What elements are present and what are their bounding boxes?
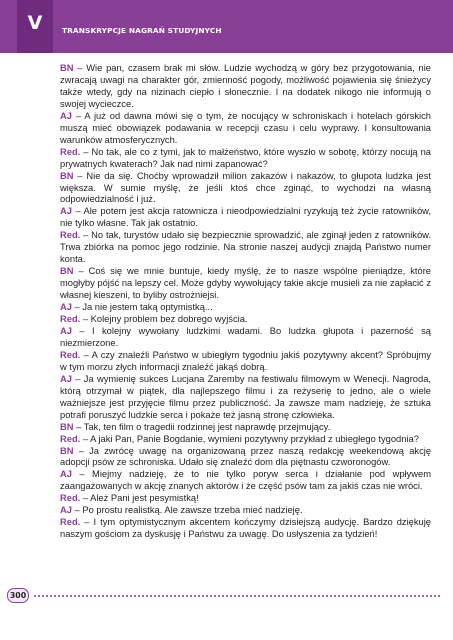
speaker-label: BN	[60, 266, 74, 277]
speaker-label: AJ	[60, 302, 72, 313]
speaker-text: Tak, ten film o tragedii rodzinnej jest naprawdę przejmujący.	[83, 421, 331, 432]
speaker-text: Ja nie jestem taką optymistką...	[82, 302, 213, 313]
speaker-label: AJ	[60, 110, 72, 121]
speaker-label: AJ	[60, 469, 72, 480]
transcript-paragraph: Red. – Ależ Pani jest pesymistką!	[60, 493, 199, 504]
transcript-paragraph: BN – Nie da się. Choćby wprowadził milion zakazów i nakazów, to głupota ludzka jest większa. W sumie myślę, że jeśli ktoś chce zginąć, to wychodzi na własną odpowiedzialność i już.	[60, 170, 432, 205]
speaker-text: Miejmy nadzieję, że to nie tylko poryw serca i działanie pod wpływem zaangażowanych w akcję znanych aktorów i że część psów tam za jakiś czas nie wróci.	[60, 469, 431, 492]
speaker-label: Red.	[60, 349, 81, 360]
speaker-text: No tak, ale co z tymi, jak to małżeństwo, które wyszło w sobotę, którzy nocują na prywatnych kwaterach? Jak nad nimi zapanować?	[60, 146, 431, 169]
transcript-paragraph: Red. – Kolejny problem bez dobrego wyjścia.	[60, 314, 248, 325]
transcript-paragraph: BN – Wie pan, czasem brak mi słów. Ludzie wychodzą w góry bez przygotowania, nie zwracają uwagi na charakter gór, zmienność pogody, możliwość pojawienia się śnieżycy także wtedy, gdy na nizinach ciepło i słonecznie. I na dodatek nikogo nie informują o swojej wycieczce.	[60, 63, 431, 109]
transcript-paragraph: Red. – No tak, ale co z tymi, jak to małżeństwo, które wyszło w sobotę, którzy nocują na prywatnych kwaterach? Jak nad nimi zapanować?	[60, 146, 431, 169]
running-header-title: TRANSKRYPCJE NAGRAŃ STUDYJNYCH	[62, 26, 222, 35]
speaker-text: A czy znaleźli Państwo w ubiegłym tygodniu jakiś pozytywny akcent? Spróbujmy w tym morzu złych informacji znaleźć jakąś dobrą.	[60, 349, 432, 372]
chapter-letter: V	[27, 12, 43, 34]
speaker-label: Red.	[60, 517, 81, 528]
transcript-paragraph: AJ – I kolejny wywołany ludzkimi wadami. Bo ludzka głupota i pazerność są niezmierzone.	[60, 325, 431, 348]
speaker-text: Kolejny problem bez dobrego wyjścia.	[90, 314, 248, 325]
speaker-text: I tym optymistycznym akcentem kończymy dzisiejszą audycję. Bardzo dziękuję naszym gościom za dyskusję i Państwu za uwagę. Do usłyszenia za tydzień!	[60, 517, 431, 540]
speaker-label: AJ	[60, 373, 72, 384]
transcript-paragraph: Red. – A jaki Pan, Panie Bogdanie, wymieni pozytywny przykład z ubiegłego tygodnia?	[60, 433, 419, 444]
footer-dotted-rule	[33, 595, 440, 597]
transcript-paragraph: AJ – A już od dawna mówi się o tym, że nocujący w schroniskach i hotelach górskich muszą mieć obowiązek podawania w recepcji czasu i celu wyprawy. I konsultowania warunków atmosferycznych.	[60, 110, 432, 145]
speaker-text: Ale potem jest akcja ratownicza i nieodpowiedzialni ryzykują też życie ratowników, nie tylko własne. Tak jak ostatnio.	[60, 206, 431, 229]
speaker-label: BN	[60, 421, 74, 432]
speaker-text: A jaki Pan, Panie Bogdanie, wymieni pozytywny przykład z ubiegłego tygodnia?	[90, 433, 419, 444]
speaker-label: Red.	[60, 146, 81, 157]
speaker-text: Ja zwrócę uwagę na organizowaną przez naszą redakcję weekendową akcję adopcji psów ze schroniska. Udało się znaleźć dom dla piętnastu czworonogów.	[60, 445, 432, 468]
speaker-text: Wie pan, czasem brak mi słów. Ludzie wychodzą w góry bez przygotowania, nie zwracają uwagi na charakter gór, zmienność pogody, możliwość pojawienia się śnieżycy także wtedy, gdy na nizinach ciepło i słonecznie. I na dodatek nikogo nie informują o swojej wycieczce.	[60, 63, 431, 109]
speaker-text: Po prostu realistką. Ale zawsze trzeba mieć nadzieję.	[82, 505, 303, 516]
speaker-label: BN	[60, 445, 74, 456]
transcript-paragraph: BN – Ja zwrócę uwagę na organizowaną przez naszą redakcję weekendową akcję adopcji psów ze schroniska. Udało się znaleźć dom dla piętnastu czworonogów.	[60, 445, 432, 468]
transcript-body	[60, 63, 431, 541]
speaker-label: AJ	[60, 505, 72, 516]
transcript-paragraph: AJ – Miejmy nadzieję, że to nie tylko poryw serca i działanie pod wpływem zaangażowanych w akcję znanych aktorów i że część psów tam za jakiś czas nie wróci.	[60, 469, 431, 492]
speaker-text: Ja wymienię sukces Lucjana Zaremby na festiwalu filmowym w Wenecji. Nagroda, którą otrzymał w piątek, dla najlepszego filmu i za reżyserię to jedno, ale o wiele ważniejsze jest przyjęcie filmu przez publiczność. Ja zawsze mam nadzieję, że sztuka potrafi poruszyć ludzkie serca i pokaże też jasną stronę człowieka.	[60, 373, 431, 420]
page-number-badge	[7, 588, 29, 603]
speaker-text: I kolejny wywołany ludzkimi wadami. Bo ludzka głupota i pazerność są niezmierzone.	[60, 325, 431, 348]
transcript-paragraph: AJ – Ja wymienię sukces Lucjana Zaremby na festiwalu filmowym w Wenecji. Nagroda, którą otrzymał w piątek, dla najlepszego filmu i za reżyserię to jedno, ale o wiele ważniejsze jest przyjęcie filmu przez publiczność. Ja zawsze mam nadzieję, że sztuka potrafi poruszyć ludzkie serca i pokaże też jasną stronę człowieka.	[60, 373, 431, 420]
transcript-paragraph: BN – Tak, ten film o tragedii rodzinnej jest naprawdę przejmujący.	[60, 421, 331, 432]
transcript-paragraph: AJ – Ja nie jestem taką optymistką...	[60, 302, 213, 313]
transcript-paragraph: BN – Coś się we mnie buntuje, kiedy myślę, że to nasze wspólne pieniądze, które mogłyby pójść na lepszy cel. Może gdyby wywołujący takie akcje musieli za nie zapłacić z własnej kieszeni, to byliby ostrożniejsi.	[60, 266, 432, 301]
speaker-label: BN	[60, 170, 74, 181]
speaker-label: AJ	[60, 325, 72, 336]
speaker-text: No tak, turystów udało się bezpiecznie sprowadzić, ale zginął jeden z ratowników. Trwa zbiórka na pomoc jego rodzinie. Na stronie naszej audycji znajdą Państwo numer konta.	[60, 230, 432, 265]
speaker-text: Coś się we mnie buntuje, kiedy myślę, że to nasze wspólne pieniądze, które mogłyby pójść na lepszy cel. Może gdyby wywołujący takie akcje musieli za nie zapłacić z własnej kieszeni, to byliby ostrożniejsi.	[60, 266, 432, 301]
chapter-tab	[17, 0, 53, 53]
speaker-label: AJ	[60, 206, 72, 217]
speaker-text: Nie da się. Choćby wprowadził milion zakazów i nakazów, to głupota ludzka jest większa. W sumie myślę, że jeśli ktoś chce zginąć, to wychodzi na własną odpowiedzialność i już.	[60, 170, 432, 205]
transcript-paragraph: AJ – Po prostu realistką. Ale zawsze trzeba mieć nadzieję.	[60, 505, 303, 516]
speaker-label: Red.	[60, 314, 81, 325]
speaker-label: BN	[60, 63, 74, 73]
speaker-text: Ależ Pani jest pesymistką!	[90, 493, 199, 504]
speaker-text: A już od dawna mówi się o tym, że nocujący w schroniskach i hotelach górskich muszą mieć obowiązek podawania w recepcji czasu i celu wyprawy. I konsultowania warunków atmosferycznych.	[60, 110, 432, 145]
transcript-paragraph: AJ – Ale potem jest akcja ratownicza i nieodpowiedzialni ryzykują też życie ratowników, nie tylko własne. Tak jak ostatnio.	[60, 206, 431, 229]
page-number: 300	[9, 590, 27, 600]
transcript-paragraph: Red. – I tym optymistycznym akcentem kończymy dzisiejszą audycję. Bardzo dziękuję naszym gościom za dyskusję i Państwu za uwagę. Do usłyszenia za tydzień!	[60, 517, 431, 540]
transcript-paragraph: Red. – A czy znaleźli Państwo w ubiegłym tygodniu jakiś pozytywny akcent? Spróbujmy w tym morzu złych informacji znaleźć jakąś dobrą.	[60, 349, 432, 372]
transcript-paragraph: Red. – No tak, turystów udało się bezpiecznie sprowadzić, ale zginął jeden z ratowników. Trwa zbiórka na pomoc jego rodzinie. Na stronie naszej audycji znajdą Państwo numer konta.	[60, 230, 432, 265]
header-band	[0, 0, 453, 53]
speaker-label: Red.	[60, 493, 81, 504]
speaker-label: Red.	[60, 433, 81, 444]
speaker-label: Red.	[60, 230, 81, 241]
